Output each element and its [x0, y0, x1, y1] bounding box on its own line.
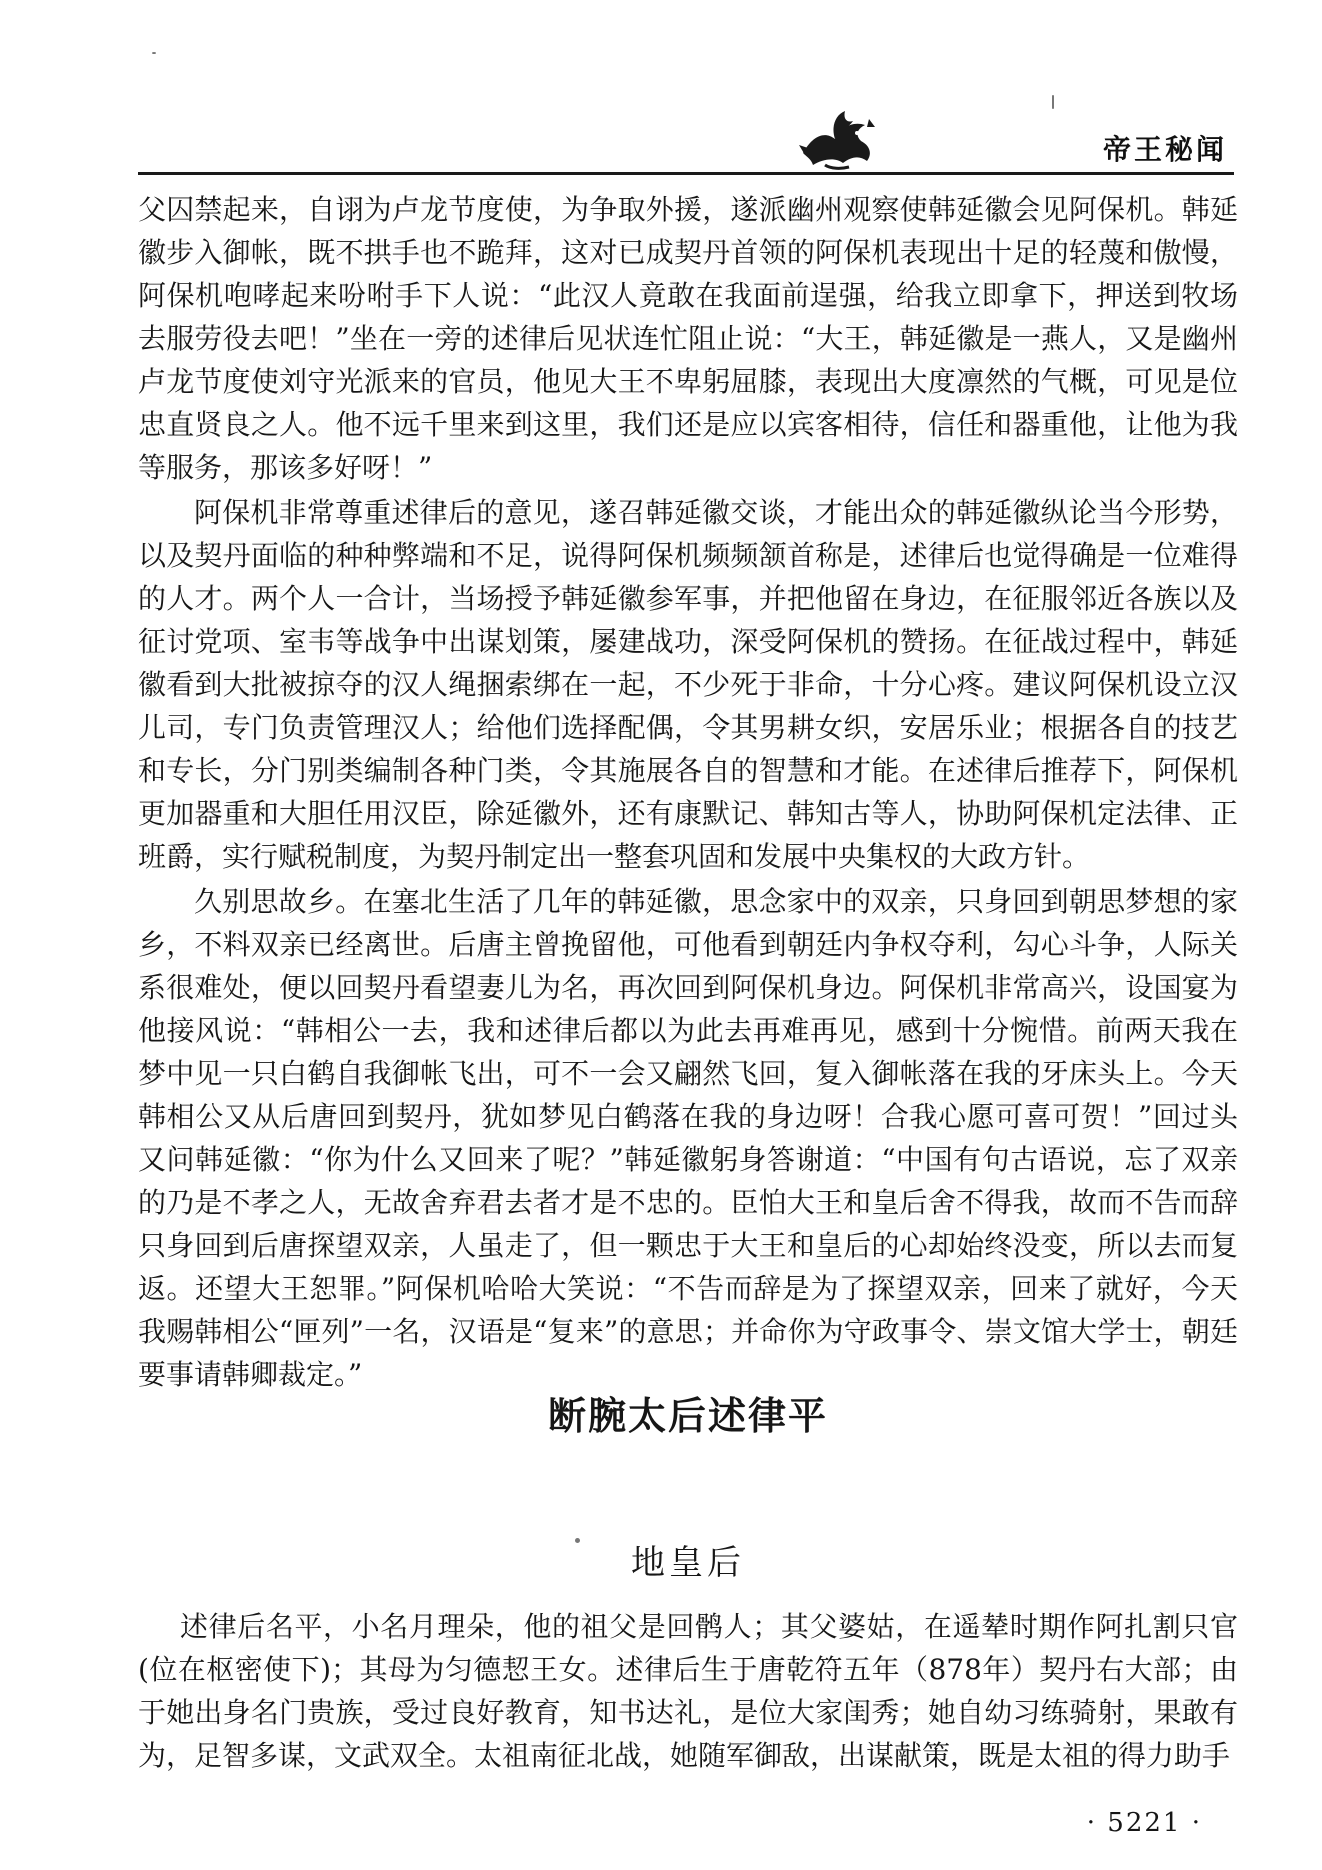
section-title: 断腕太后述律平: [547, 1394, 828, 1438]
header-rule: [138, 172, 1234, 175]
paragraph: 阿保机非常尊重述律后的意见，遂召韩延徽交谈，才能出众的韩延徽纵论当今形势，以及契丹面临的种种弊端和不足，说得阿保机频频颔首称是，述律后也觉得确是一位难得的人才。两个人一合计，当场授予韩延徽参军事，并把他留在身边，在征服邻近各族以及征讨党项、室韦等战争中出谋划策，屡建战功，深受阿保机的赞扬。在征战过程中，韩延徽看到大批被掠夺的汉人绳捆索绑在一起，不少死于非命，十分心疼。建议阿保机设立汉儿司，专门负责管理汉人；给他们选择配偶，令其男耕女织，安居乐业；根据各自的技艺和专长，分门别类编制各种门类，令其施展各自的智慧和才能。在述律后推荐下，阿保机更加器重和大胆任用汉臣，除延徽外，还有康默记、韩知古等人，协助阿保机定法律、正班爵，实行赋税制度，为契丹制定出一整套巩固和发展中央集权的大政方针。: [138, 496, 1238, 873]
paragraph: 久别思故乡。在塞北生活了几年的韩延徽，思念家中的双亲，只身回到朝思梦想的家乡，不料双亲已经离世。后唐主曾挽留他，可他看到朝廷内争权夺利，勾心斗争，人际关系很难处，便以回契丹看望妻儿为名，再次回到阿保机身边。阿保机非常高兴，设国宴为他接风说：“韩相公一去，我和述律后都以为此去再难再见，感到十分惋惜。前两天我在梦中见一只白鹤自我御帐飞出，可不一会又翩然飞回，复入御帐落在我的牙床头上。今天韩相公又从后唐回到契丹，犹如梦见白鹤落在我的身边呀！合我心愿可喜可贺！”回过头又问韩延徽：“你为什么又回来了呢？”韩延徽躬身答谢道：“中国有句古语说，忘了双亲的乃是不孝之人，无故舍弃君去者才是不忠的。臣怕大王和皇后舍不得我，故而不告而辞只身回到后唐探望双亲，人虽走了，但一颗忠于大王和皇后的心却始终没变，所以去而复返。还望大王恕罪。”阿保机哈哈大笑说：“不告而辞是为了探望双亲，回来了就好，今天我赐韩相公“匣列”一名，汉语是“复来”的意思；并命你为守政事令、崇文馆大学士，朝廷要事请韩卿裁定。”: [138, 885, 1238, 1391]
section-body-text: [138, 1605, 1238, 1777]
body-text: [138, 188, 1238, 1398]
page-number: · 5221 ·: [1086, 1808, 1202, 1838]
scan-speck: [1052, 95, 1054, 109]
scan-speck: [575, 1538, 580, 1543]
subsection-title: 地皇后: [631, 1543, 745, 1583]
dragon-emblem-icon: [795, 105, 879, 171]
paragraph: 父囚禁起来，自诩为卢龙节度使，为争取外援，遂派幽州观察使韩延徽会见阿保机。韩延徽步入御帐，既不拱手也不跪拜，这对已成契丹首领的阿保机表现出十足的轻蔑和傲慢，阿保机咆哮起来吩咐手下人说：“此汉人竟敢在我面前逞强，给我立即拿下，押送到牧场去服劳役去吧！”坐在一旁的述律后见状连忙阻止说：“大王，韩延徽是一燕人，又是幽州卢龙节度使刘守光派来的官员，他见大王不卑躬屈膝，表现出大度凛然的气概，可见是位忠直贤良之人。他不远千里来到这里，我们还是应以宾客相待，信任和器重他，让他为我等服务，那该多好呀！”: [138, 193, 1238, 484]
paragraph: 述律后名平，小名月理朵，他的祖父是回鹘人；其父婆姑，在遥辇时期作阿扎割只官(位在枢密使下)；其母为匀德恝王女。述律后生于唐乾符五年（878年）契丹右大部；由于她出身名门贵族，受过良好教育，知书达礼，是位大家闺秀；她自幼习练骑射，果敢有为，足智多谋，文武双全。太祖南征北战，她随军御敌，出谋献策，既是太祖的得力助手: [138, 1610, 1238, 1772]
running-title: 帝王秘闻: [1102, 133, 1227, 166]
scan-speck: [152, 52, 156, 54]
